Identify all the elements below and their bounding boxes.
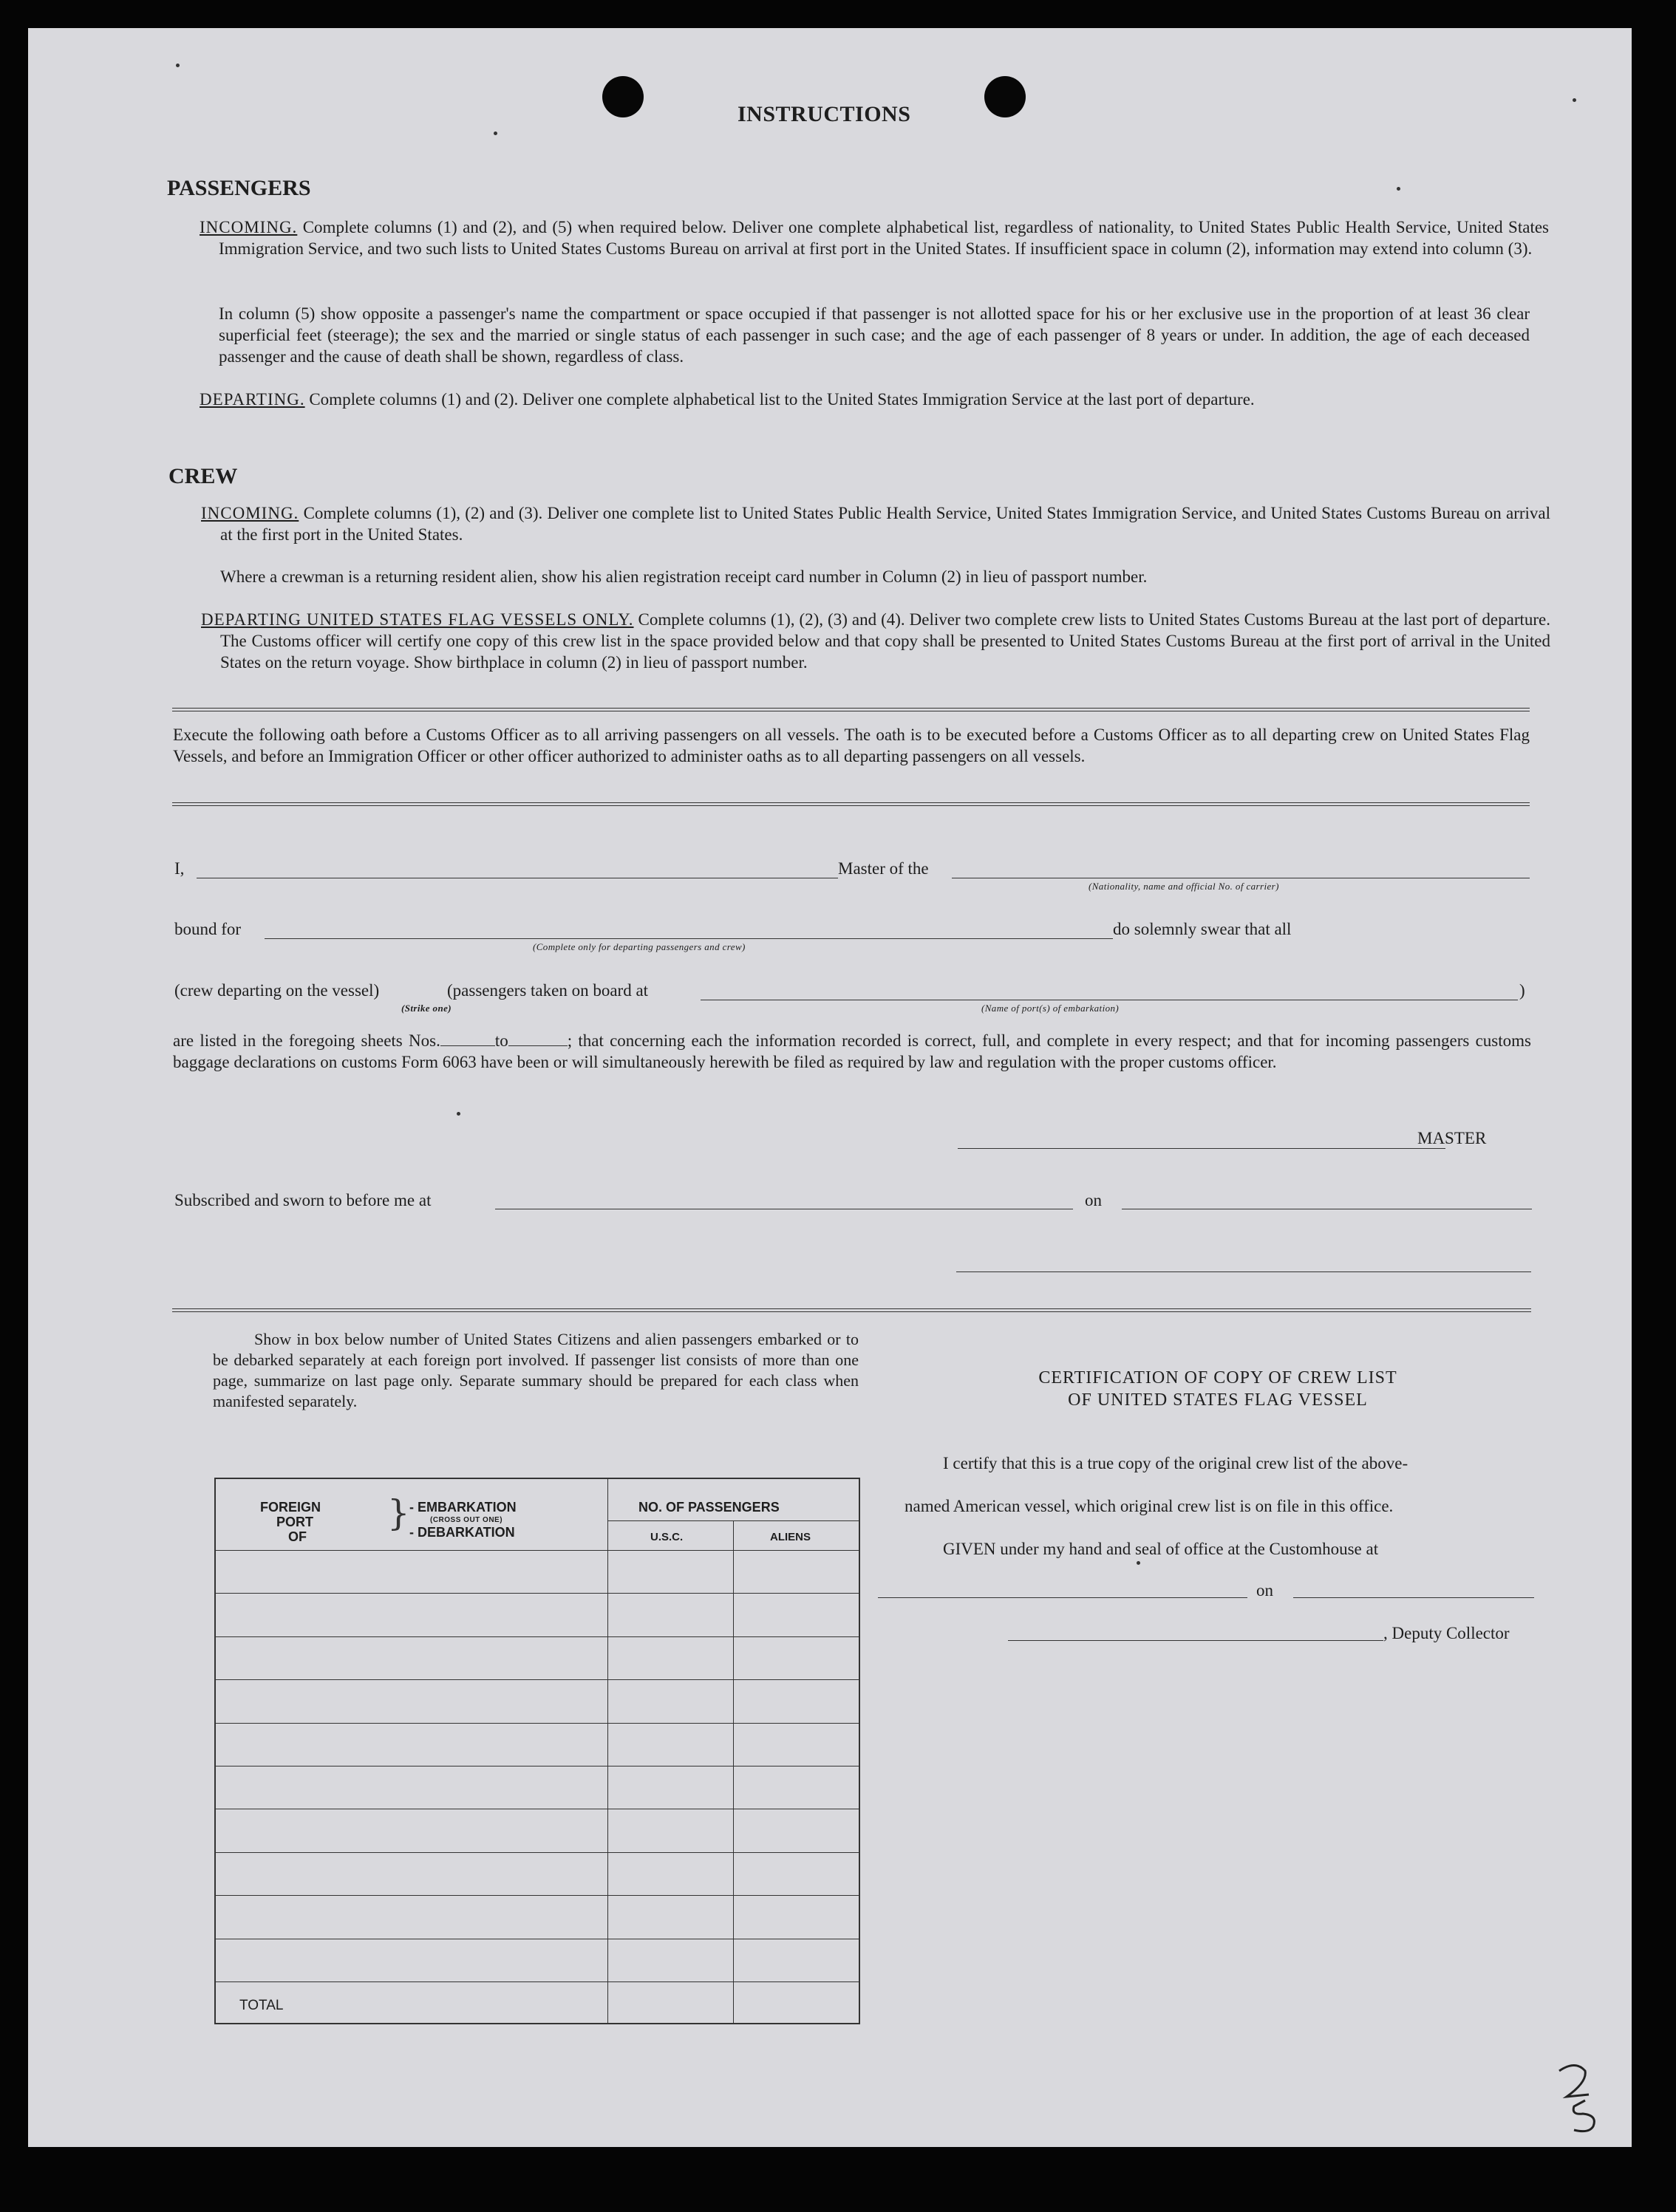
master-label: MASTER [1417,1129,1487,1147]
deputy-signature-line[interactable] [1008,1640,1383,1641]
foreign-header: FOREIGN [260,1500,321,1515]
passengers-taken-option[interactable]: (passengers taken on board at [447,981,649,1000]
speck [176,64,180,67]
close-paren: ) [1519,981,1525,1000]
table-row-line [216,1895,859,1896]
bound-for-label: bound for [174,920,242,938]
speck [1573,98,1576,102]
section-rule [172,1308,1531,1312]
punch-hole-right [984,76,1026,117]
carrier-caption: (Nationality, name and official No. of carrier) [1089,881,1279,892]
to-label: to [494,1031,508,1050]
departing-label: DEPARTING. [200,390,305,409]
column5-paragraph: In column (5) show opposite a passenger's name the compartment or space occupied if that passenger is not allotted space for his or her exclusive use in the proportion of at least 36 clear superficial feet (steerage); the sex and the married or single status of each passenger in such case; and the age of each passenger of 8 years or under. In addition, the age of each deceased passenger and the cause of death shall be shown, regardless of class. [219,304,1530,366]
crew-departing-label: DEPARTING UNITED STATES FLAG VESSELS ONLY. [201,610,634,629]
port-header: PORT [276,1515,314,1529]
table-row-line [216,1981,859,1982]
subscribed-on-label: on [1085,1191,1102,1209]
certification-line1: I certify that this is a true copy of the original crew list of the above- [943,1454,1408,1472]
crew-incoming-paragraph [201,502,1550,545]
passengers-heading: PASSENGERS [167,176,311,200]
summary-paragraph: Show in box below number of United States Citizens and alien passengers embarked or to be debarked separately at each foreign port involved. If passenger list consists of more than one page, summarize on last page only. Separate summary should be prepared for each class when manifested separately. [213,1330,859,1410]
certification-title-line2: OF UNITED STATES FLAG VESSEL [1068,1390,1368,1410]
sheet-to-field[interactable] [508,1032,568,1046]
certification-line2: named American vessel, which original crew list is on file in this office. [905,1497,1394,1515]
total-label: TOTAL [239,1998,284,2013]
customhouse-place-line[interactable] [878,1597,1247,1598]
form-sheet [28,28,1632,2147]
table-row-line [216,1723,859,1724]
subscribed-label: Subscribed and sworn to before me at [174,1191,432,1209]
listed-text: are listed in the foregoing sheets Nos. [173,1031,440,1050]
do-swear-label: do solemnly swear that all [1113,920,1292,938]
crew-departing-paragraph [201,609,1550,673]
incoming-label: INCOMING. [200,218,298,236]
cross-out-note: (CROSS OUT ONE) [430,1516,503,1524]
resident-alien-paragraph: Where a crewman is a returning resident alien, show his alien registration receipt card number in Column (2) in lieu of passport number. [220,567,1148,586]
brace-icon: } [387,1492,410,1534]
embark-caption: (Name of port(s) of embarkation) [981,1003,1120,1014]
deputy-collector-label: , Deputy Collector [1383,1624,1510,1642]
section-rule [172,708,1530,711]
section-rule [172,802,1530,806]
sheet-from-field[interactable] [440,1032,495,1046]
usc-header: U.S.C. [650,1531,684,1543]
passengers-departing-paragraph [200,389,1549,410]
table-header-divider [607,1520,859,1521]
table-header-bottom [216,1550,859,1551]
certification-title [900,1367,1536,1411]
listed-paragraph [173,1030,1531,1073]
table-row-line [216,1852,859,1853]
crew-heading: CREW [168,464,238,488]
punch-hole-left [602,76,644,117]
incoming-text: Complete columns (1) and (2), and (5) when required below. Deliver one complete alphabetical list, regardless of nationality, to United States Public Health Service, United States Immigration Service, and two such lists to United States Customs Bureau on arrival at first port in the United States. If insufficient space in column (2), information may extend into column (3). [219,218,1549,258]
table-row-line [216,1593,859,1594]
master-of-label: Master of the [838,859,929,878]
of-header: OF [288,1529,307,1544]
handwritten-page-number [1544,2056,1626,2137]
crew-incoming-label: INCOMING. [201,504,299,522]
departing-text: Complete columns (1) and (2). Deliver one complete alphabetical list to the United States Immigration Service at the last port of departure. [309,390,1255,409]
passenger-summary-table [214,1478,860,2024]
customhouse-date-line[interactable] [1293,1597,1534,1598]
certification-line3: GIVEN under my hand and seal of office at the Customhouse at [943,1540,1379,1558]
certification-on-label: on [1256,1581,1273,1600]
listed-rest: ; that concerning each the information recorded is correct, full, and complete in every respect; and that for incoming passengers customs baggage declarations on customs Form 6063 have been or will simultaneously herewith be filed as required by law and regulation with the proper customs officer. [173,1031,1531,1071]
table-col-divider [607,1479,608,2023]
speck [494,132,497,135]
speck [1137,1561,1140,1565]
table-row-line [216,1636,859,1637]
crew-incoming-text: Complete columns (1), (2) and (3). Deliver one complete list to United States Public Health Service, United States Immigration Service, and United States Customs Bureau on arrival at the first port in the United States. [220,504,1551,544]
table-row-line [216,1679,859,1680]
master-signature-line[interactable] [958,1148,1445,1149]
speck [457,1112,460,1116]
passengers-incoming-paragraph [200,216,1549,259]
no-passengers-header: NO. OF PASSENGERS [638,1500,780,1515]
oath-instruction-paragraph: Execute the following oath before a Customs Officer as to all arriving passengers on all vessels. The oath is to be executed before a Customs Officer as to all departing crew on United States Flag Vessels, and before an Immigration Officer or other officer authorized to administer oaths as to all departing passengers on all vessels. [173,726,1530,765]
oath-i-label: I, [174,859,185,878]
bound-for-line[interactable] [265,938,1142,939]
aliens-header: ALIENS [770,1531,811,1543]
debarkation-header[interactable]: - DEBARKATION [409,1525,515,1540]
instructions-heading: INSTRUCTIONS [737,102,911,126]
crew-departing-text: Complete columns (1), (2), (3) and (4). Deliver two complete crew lists to United States Customs Bureau at the last port of departure. The Customs officer will certify one copy of this crew list in the space provided below and that copy shall be presented to United States Customs Bureau at the first port of arrival in the United States on the return voyage. Show birthplace in column (2) in lieu of passport number. [220,610,1551,672]
speck [1397,187,1400,191]
bound-caption: (Complete only for departing passengers and crew) [533,941,746,952]
table-col-divider [733,1520,734,2023]
embarkation-header[interactable]: - EMBARKATION [409,1500,517,1515]
official-signature-line[interactable] [956,1271,1531,1272]
crew-departing-option[interactable]: (crew departing on the vessel) [174,981,380,1000]
strike-caption: (Strike one) [401,1003,452,1014]
certification-title-line1: CERTIFICATION OF COPY OF CREW LIST [1038,1368,1397,1387]
